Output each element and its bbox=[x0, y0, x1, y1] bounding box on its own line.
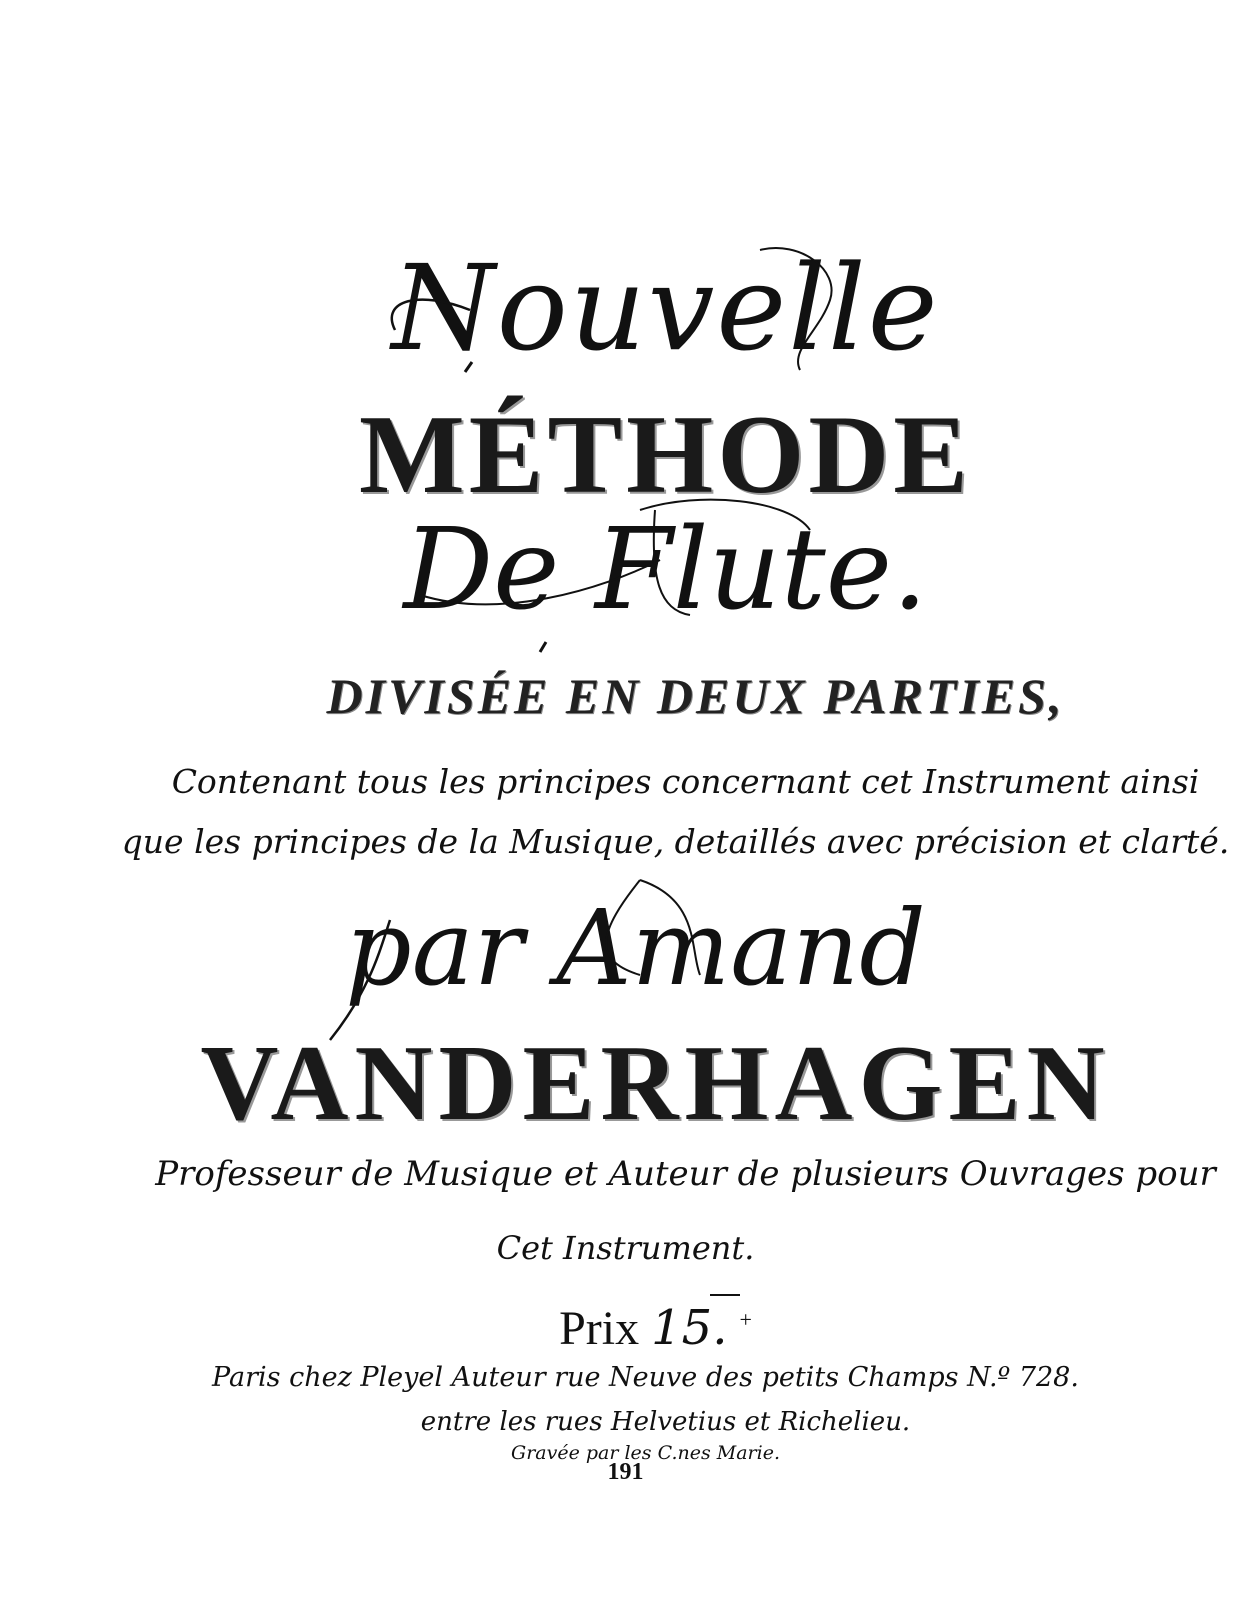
author-description-line1: Professeur de Musique et Auteur de plusieurs Ouvrages pour bbox=[155, 1154, 1216, 1194]
title-methode: MÉTHODE bbox=[359, 393, 972, 517]
subtitle-divisee: DIVISÉE EN DEUX PARTIES, bbox=[326, 668, 1065, 724]
author-description-line2: Cet Instrument. bbox=[496, 1229, 755, 1267]
plate-number: 191 bbox=[607, 1459, 644, 1485]
publisher-address-line1: Paris chez Pleyel Auteur rue Neuve des petits Champs N.º 728. bbox=[212, 1362, 1079, 1393]
price bbox=[0, 1290, 1251, 1359]
price-label: Prix bbox=[559, 1302, 640, 1355]
engraver-credit: Gravée par les C.nes Marie. bbox=[511, 1442, 780, 1464]
subtitle-contents-line1: Contenant tous les principes concernant cet Instrument ainsi bbox=[171, 762, 1200, 801]
price-amount: 15. bbox=[651, 1300, 728, 1356]
publisher-address-line2: entre les rues Helvetius et Richelieu. bbox=[420, 1407, 911, 1437]
title-nouvelle: Nouvelle bbox=[391, 239, 940, 377]
author-name: VANDERHAGEN bbox=[200, 1024, 1111, 1143]
livre-mark-icon: + bbox=[739, 1307, 752, 1332]
title-de-flute: De Flute. bbox=[403, 505, 928, 635]
subtitle-contents-line2: que les principes de la Musique, detaillés avec précision et clarté. bbox=[121, 822, 1230, 861]
author-par-amand: par Amand bbox=[345, 887, 926, 1009]
